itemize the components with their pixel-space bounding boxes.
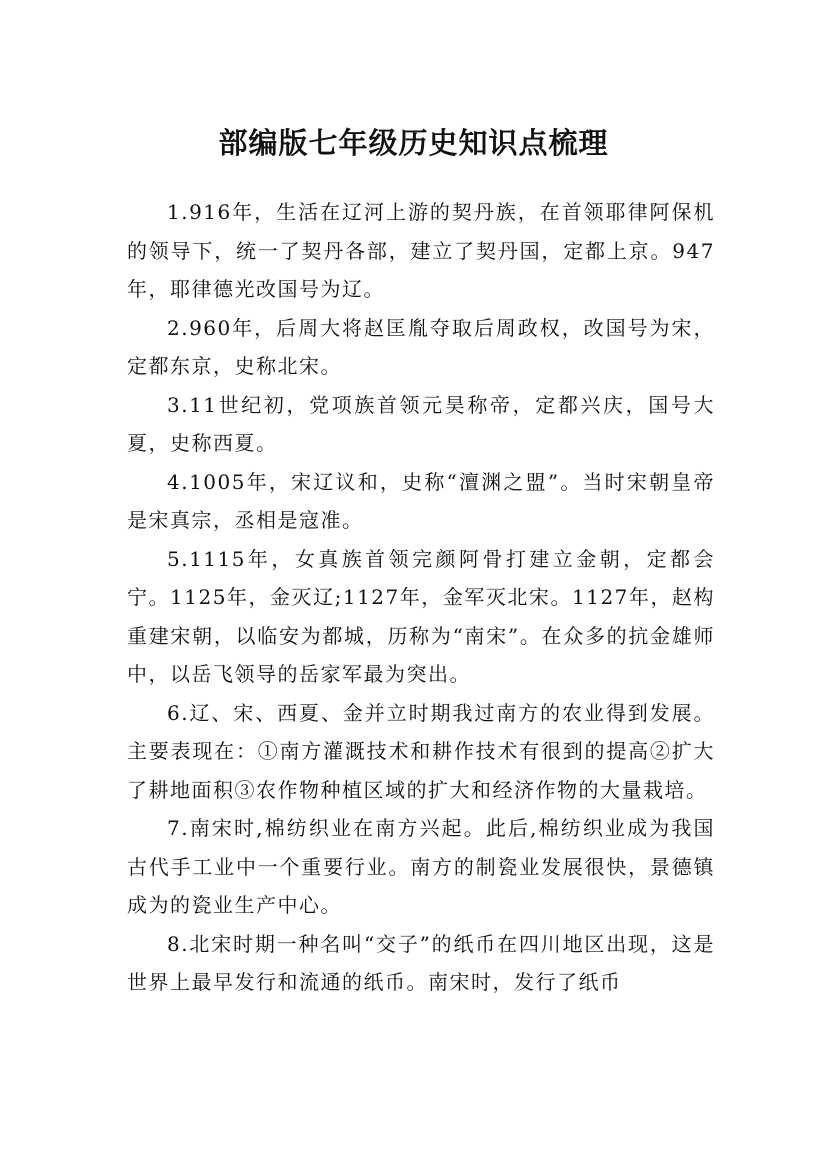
document-body (127, 193, 715, 1002)
paragraph-1: 1.916年，生活在辽河上游的契丹族，在首领耶律阿保机的领导下，统一了契丹各部，建立了契丹国，定都上京。947年，耶律德光改国号为辽。 (127, 200, 715, 301)
paragraph-6: 6.辽、宋、西夏、金并立时期我过南方的农业得到发展。主要表现在：①南方灌溉技术和耕作技术有很到的提高②扩大了耕地面积③农作物种植区域的扩大和经济作物的大量栽培。 (127, 700, 715, 802)
document-title: 部编版七年级历史知识点梳理 (218, 126, 609, 161)
paragraph-5: 5.1115年，女真族首领完颜阿骨打建立金朝，定都会宁。1125年，金灭辽;1127年，金军灭北宋。1127年，赵构重建宋朝，以临安为都城，历称为“南宋”。在众多的抗金雄师中，以岳飞领导的岳家军最为突出。 (127, 546, 715, 686)
paragraph-2: 2.960年，后周大将赵匡胤夺取后周政权，改国号为宋，定都东京，史称北宋。 (127, 315, 715, 378)
paragraph-3: 3.11世纪初，党项族首领元昊称帝，定都兴庆，国号大夏，史称西夏。 (127, 392, 715, 455)
paragraph-8: 8.北宋时期一种名叫“交子”的纸币在四川地区出现，这是世界上最早发行和流通的纸币。南宋时，发行了纸币 (127, 931, 715, 994)
paragraph-4: 4.1005年，宋辽议和，史称“澶渊之盟”。当时宋朝皇帝是宋真宗，丞相是寇准。 (127, 469, 715, 532)
paragraph-7: 7.南宋时,棉纺织业在南方兴起。此后,棉纺织业成为我国古代手工业中一个重要行业。南方的制瓷业发展很快，景德镇成为的瓷业生产中心。 (127, 816, 715, 917)
